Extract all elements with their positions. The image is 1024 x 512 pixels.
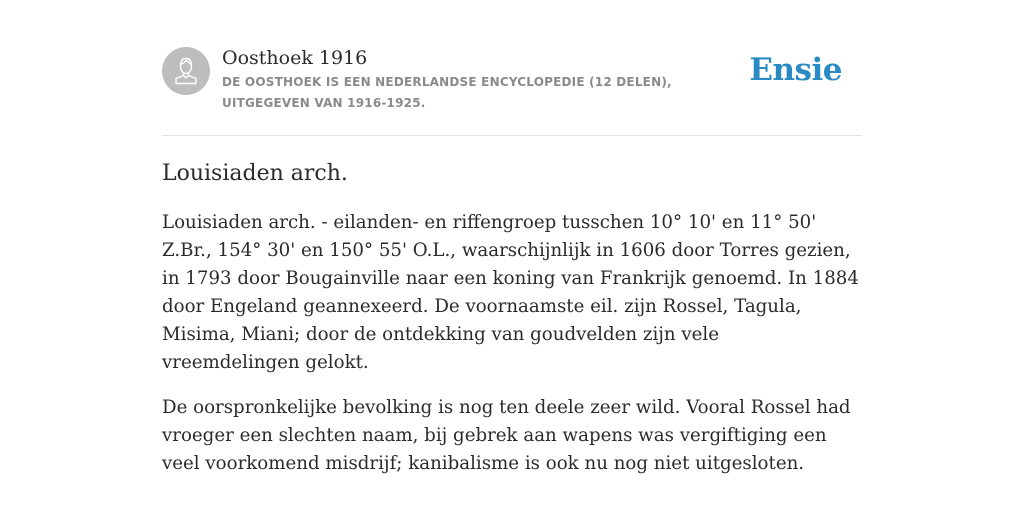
user-silhouette-icon [162,47,210,95]
article [162,157,862,495]
article-title: Louisiaden arch. [162,161,348,186]
source-info [222,44,762,114]
avatar [162,47,210,95]
source-header [162,44,862,136]
brand-logo[interactable]: Ensie [749,52,842,88]
article-paragraph: Louisiaden arch. - eilanden- en riffengroep tusschen 10° 10' en 11° 50' Z.Br., 154° 30' en 150° 55' O.L., waarschijnlijk in 1606 door Torres gezien, in 1793 door Bougainville naar een koning van Frankrijk genoemd. In 1884 door Engeland geannexeerd. De voornaamste eil. zijn Rossel, Tagula, Misima, Miani; door de ontdekking van goudvelden zijn vele vreemdelingen gelokt. [162,212,859,373]
article-paragraph: De oorspronkelijke bevolking is nog ten deele zeer wild. Vooral Rossel had vroeger een slechten naam, bij gebrek aan wapens was vergiftiging een veel voorkomend misdrijf; kanibalisme is ook nu nog niet uitgesloten. [162,397,851,474]
source-title[interactable]: Oosthoek 1916 [222,47,368,69]
source-description: DE OOSTHOEK IS EEN NEDERLANDSE ENCYCLOPEDIE (12 DELEN), UITGEGEVEN VAN 1916-1925. [222,75,672,110]
